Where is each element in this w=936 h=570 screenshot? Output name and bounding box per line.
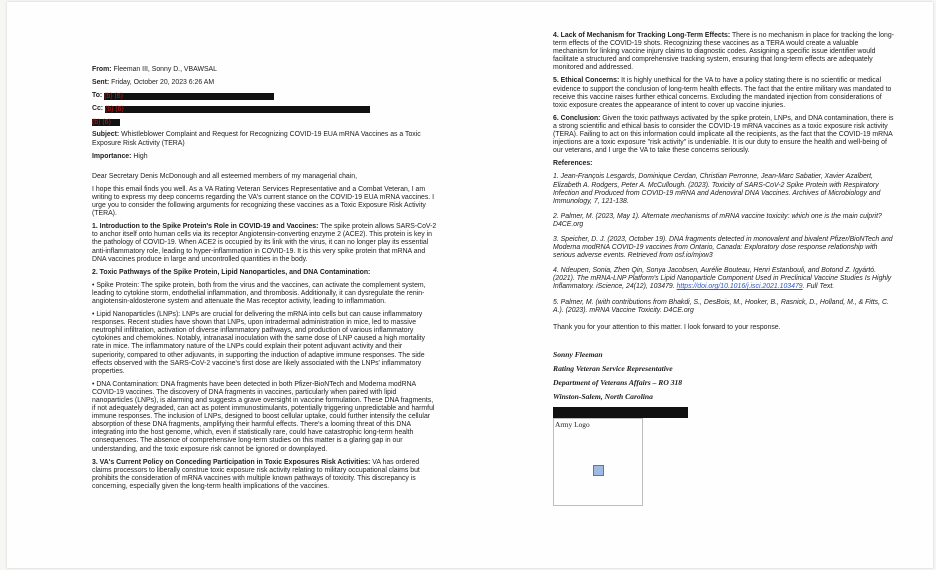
closing-line: Thank you for your attention to this matter. I look forward to your response.: [553, 323, 781, 331]
sent-line: Sent: Friday, October 20, 2023 6:26 AM: [92, 79, 215, 87]
email-left-column: [92, 66, 437, 496]
intro-paragraph: I hope this email finds you well. As a VA Rating Veteran Services Representative and a Combat Veteran, I am writing to express my deep concerns regarding the VA's current stance on the COVID-19 EUA mRNA vaccines. I urge you to consider the following arguments for recognizing these vaccines as a Toxic Exposure Risk Activity (TERA).: [92, 185, 435, 218]
reference-item: 3. Speicher, D. J. (2023, October 19). DNA fragments detected in monovalent and bivalent Pfizer/BioNTech and Moderna modRNA COVID-19 vaccines from Ontario, Canada: Exploratory dose response relationship with serious adverse events. Retrieved from osf.io/mjxw3: [553, 235, 893, 260]
signature-name: Sonny Fleeman: [553, 349, 603, 359]
to-redaction: (b) (6): [104, 93, 274, 100]
section-2-title: 2. Toxic Pathways of the Spike Protein, Lipid Nanoparticles, and DNA Contamination:: [92, 268, 371, 276]
section-5: 5. Ethical Concerns: It is highly unethical for the VA to have a policy stating there is no scientific or medical evidence to support the conclusion of long-term health effects. The fact that the entire military was mandated to receive this vaccine raises further ethical concerns. Excluding the mandated injection from considerations of toxic exposure creates the appearance of intent to cover up vaccine injuries.: [553, 77, 892, 109]
dna-contamination-bullet: • DNA Contamination: DNA fragments have been detected in both Pfizer-BioNTech and Moderna modRNA COVID-19 vaccines. The discovery of DNA fragments in vaccines, particularly when paired with lipid nanoparticles (LNPs), is alarming and suggests a grave oversight in vaccine formulation. These DNA fragments, if not adequately degraded, can act as potent immunostimulants, potentially triggering unpredictable and harmful immune responses. The inclusion of LNPs, designed to boost cellular uptake, could further intensify the cellular absorption of these DNA fragments, amplifying their harmful effects. There's a looming threat of this DNA integrating into the host genome, which, even if statistically rare, could have catastrophic long-term health consequences. The absence of comprehensive long-term studies on this matter is a glaring gap in our understanding, and the toxic exposure risk cannot be ignored or downplayed.: [92, 380, 435, 453]
cc-redaction-2: (b) (6): [92, 119, 120, 126]
salutation: Dear Secretary Denis McDonough and all esteemed members of my managerial chain,: [92, 172, 358, 180]
cc-line: Cc: (b) (6): [92, 105, 437, 113]
reference-item: 1. Jean-François Lesgards, Dominique Cerdan, Christian Perronne, Jean-Marc Sabatier, Xavier Azalbert, Elizabeth A. Rodgers, Peter A. McCullough. (2023). Toxicity of SARS-CoV-2 Spike Protein with Respiratory Infection and Produced from COVID-19 mRNA and Adenoviral DNA Vaccines. Archives of Microbiology and Immunology, 7, 121-138.: [553, 173, 881, 205]
to-line: To: (b) (6): [92, 92, 437, 100]
importance-line: Importance: High: [92, 152, 148, 160]
subject-value: Whistleblower Complaint and Request for Recognizing COVID-19 EUA mRNA Vaccines as a Toxic Exposure Risk Activity (TERA): [92, 131, 421, 147]
section-3: 3. VA's Current Policy on Conceding Participation in Toxic Exposures Risk Activities: VA has ordered claims processors to liberally construe toxic exposure risk activity relating to military occupational claims but prohibits the consideration of mRNA vaccines with multiple known pathways of toxicity. This discrepancy is concerning, especially given the long-term health implications of the vaccines.: [92, 458, 420, 490]
cc-continued-line: [92, 118, 437, 126]
signature-department: Department of Veterans Affairs – RO 318: [553, 378, 683, 388]
subject-line: Subject: Whistleblower Complaint and Request for Recognizing COVID-19 EUA mRNA Vaccines as a Toxic Exposure Risk Activity (TERA): [92, 131, 421, 147]
from-line: From: Fleeman III, Sonny D., VBAWSAL: [92, 66, 217, 73]
section-3-title: 3. VA's Current Policy on Conceding Participation in Toxic Exposures Risk Activities:: [92, 458, 371, 466]
references-list: [553, 173, 895, 314]
reference-item: 4. Ndeupen, Sonia, Zhen Qin, Sonya Jacobsen, Aurélie Bouteau, Henri Estanbouli, and Botond Z. Igyártó. (2021). The mRNA-LNP Platform's Lipid Nanoparticle Component Used in Preclinical Vaccine Studies Is Highly Inflammatory. iScience, 24(12), 103479. https://doi.org/10.1016/j.isci.2021.103479. Full Text.: [553, 267, 892, 291]
logo-alt-text: Army Logo: [555, 419, 590, 429]
army-logo-placeholder: [553, 418, 643, 506]
from-value: Fleeman III, Sonny D., VBAWSAL: [113, 66, 217, 73]
broken-image-icon: [593, 465, 604, 476]
sent-value: Friday, October 20, 2023 6:26 AM: [111, 79, 215, 87]
signature-block: [553, 350, 895, 506]
spike-protein-bullet: • Spike Protein: The spike protein, both from the virus and the vaccines, can activate the complement system, leading to cytokine storm, endothelial inflammation, and thrombosis. Additionally, it can dysregulate the renin-angiotensin-aldosterone system and attenuate the Mas receptor activity, leading to inflammation.: [92, 281, 426, 305]
section-1: 1. Introduction to the Spike Protein's Role in COVID-19 and Vaccines: The spike protein allows SARS-CoV-2 to anchor itself onto human cells via its receptor Angiotensin-converting enzyme 2 (ACE2). This protein is key in the pathology of COVID-19. When ACE2 is occupied by its link with the virus, it can no longer play its essential anti-inflammatory role, leading to hyper-inflammation in COVID-19. It is this very spike protein that mRNA and DNA vaccines produce in large and uncontrolled quantities in the body.: [92, 223, 437, 263]
doi-link[interactable]: https://doi.org/10.1016/j.isci.2021.103479: [676, 283, 803, 291]
lnp-bullet: • Lipid Nanoparticles (LNPs): LNPs are crucial for delivering the mRNA into cells but can cause inflammatory responses. Recent studies have shown that LNPs, upon intradermal administration in mice, led to massive neutrophil infiltration, activation of diverse inflammatory pathways, and production of various inflammatory cytokines and chemokines. Notably, intranasal inoculation with the same dose of LNP caused a high mortality rate in mice. The inflammatory nature of the LNPs could explain their potent adjuvant activity and their superiority, compared to other adjuvants, in supporting the induction of adaptive immune responses. The side effects observed with the SARS-CoV-2 vaccine's first dose are likely associated with the LNPs' inflammatory properties.: [92, 311, 425, 375]
reference-item: 2. Palmer, M. (2023, May 1). Alternate mechanisms of mRNA vaccine toxicity: which one is the main culprit? D4CE.org: [553, 212, 882, 228]
reference-item: 5. Palmer, M. (with contributions from Bhakdi, S., DesBois, M., Hooker, B., Rasnick, D., Holland, M., & Fitts, C. A.). (2023). mRNA Vaccine Toxicity. D4CE.org: [553, 298, 889, 314]
importance-value: High: [133, 152, 148, 160]
section-4-title: 4. Lack of Mechanism for Tracking Long-Term Effects:: [553, 32, 731, 39]
section-1-title: 1. Introduction to the Spike Protein's Role in COVID-19 and Vaccines:: [92, 223, 319, 231]
section-6-title: 6. Conclusion:: [553, 114, 601, 122]
email-right-column: [553, 32, 895, 506]
signature-title: Rating Veteran Service Representative: [553, 364, 673, 374]
signature-redaction: [553, 407, 688, 418]
document-page: [7, 2, 933, 568]
section-4: 4. Lack of Mechanism for Tracking Long-Term Effects: There is no mechanism in place for tracking the long-term effects of the COVID-19 shots. Recognizing these vaccines as a TERA would create a valuable mechanism for linking vaccine injury claims to diagnostic codes. Assigning a specific issue identifier would facilitate a structured and comprehensive tracking system, ensuring that long-term effects are adequately monitored and addressed.: [553, 32, 894, 72]
references-title: References:: [553, 160, 593, 168]
section-5-title: 5. Ethical Concerns:: [553, 77, 620, 85]
section-6: 6. Conclusion: Given the toxic pathways activated by the spike protein, LNPs, and DNA contamination, there is a strong scientific and ethical basis to consider the COVID-19 mRNA vaccines as a toxic exposure risk activity (TERA). Failing to act on this information could implicate all the recipients, as the fact that the COVID-19 mRNA injections are a toxic exposure "risk activity" is undeniable. It is our duty to ensure the health and well-being of our veterans, and I urge the VA to take these concerns seriously.: [553, 114, 894, 155]
cc-redaction: (b) (6): [105, 106, 370, 113]
signature-location: Winston-Salem, North Carolina: [553, 392, 653, 402]
